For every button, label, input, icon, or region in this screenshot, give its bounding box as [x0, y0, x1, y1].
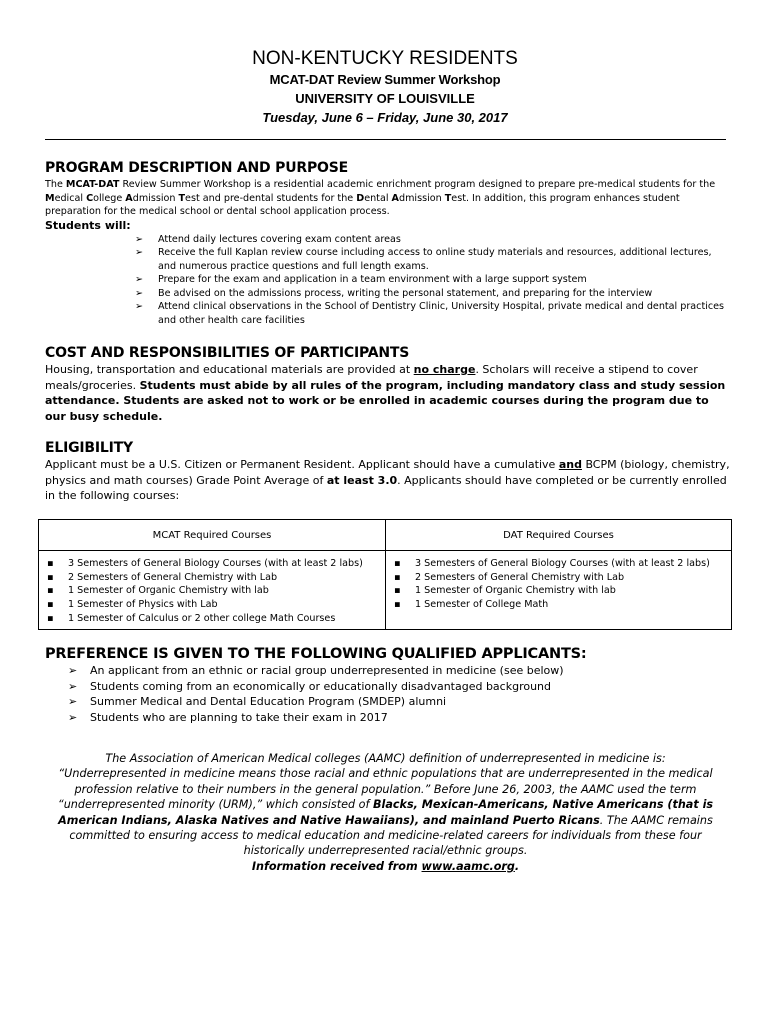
- program-bullet-list: [135, 233, 725, 328]
- list-item: ➢ Receive the full Kaplan review course including access to online study materials and resources, additional lectures, and numerous practice questions and full length exams.: [135, 247, 712, 272]
- list-item: ▪ 1 Semester of Organic Chemistry with lab: [47, 585, 269, 597]
- list-item: ▪ 1 Semester of Physics with Lab: [47, 599, 218, 611]
- aamc-definition: [45, 751, 726, 874]
- list-item: ➢ Students who are planning to take their exam in 2017: [68, 710, 388, 724]
- list-item: ➢ Be advised on the admissions process, writing the personal statement, and preparing for the interview: [135, 287, 653, 299]
- mcat-courses-cell: [39, 551, 386, 630]
- square-bullet-icon: ▪: [394, 585, 401, 597]
- square-bullet-icon: ▪: [394, 599, 401, 611]
- aamc-source: Information received from www.aamc.org.: [251, 859, 520, 873]
- arrow-bullet-icon: ➢: [68, 710, 78, 724]
- dat-column-header: DAT Required Courses: [386, 520, 732, 551]
- list-item: ▪ 1 Semester of College Math: [394, 599, 549, 611]
- square-bullet-icon: ▪: [394, 558, 401, 569]
- square-bullet-icon: ▪: [47, 558, 54, 569]
- list-item: ➢ Summer Medical and Dental Education Program (SMDEP) alumni: [68, 695, 447, 708]
- cost-heading: COST AND RESPONSIBILITIES OF PARTICIPANTS: [45, 345, 410, 361]
- arrow-bullet-icon: ➢: [68, 664, 78, 677]
- required-courses-table: [38, 519, 732, 630]
- list-item: ▪ 2 Semesters of General Chemistry with Lab: [47, 571, 278, 583]
- eligibility-section: [45, 440, 730, 504]
- preference-heading: PREFERENCE IS GIVEN TO THE FOLLOWING QUALIFIED APPLICANTS:: [45, 646, 587, 662]
- list-item: ➢ Attend daily lectures covering exam content areas: [135, 233, 401, 245]
- square-bullet-icon: ▪: [47, 571, 54, 583]
- aamc-quote: “Underrepresented in medicine means those racial and ethnic populations that are underrepresented in the medical profession relative to their numbers in the general population.” Before June 26, 2003, the AAMC used the term “underrepresented minority (URM),” which consisted of Blacks, Mexican-Americans, Native Americans (that is American Indians, Alaska Natives and Native Hawaiians), and mainland Puerto Ricans. The AAMC remains committed to ensuring access to medical education and medicine-related careers for individuals from these four historically underrepresented racial/ethnic groups.: [57, 767, 714, 858]
- dat-courses-cell: [386, 551, 732, 630]
- arrow-bullet-icon: ➢: [135, 287, 144, 299]
- list-item: ▪ 2 Semesters of General Chemistry with Lab: [394, 571, 625, 583]
- preference-section: [45, 646, 730, 725]
- square-bullet-icon: ▪: [47, 585, 54, 597]
- workshop-dates: Tuesday, June 6 – Friday, June 30, 2017: [262, 110, 508, 125]
- aamc-intro: The Association of American Medical colleges (AAMC) definition of underrepresented in medicine is:: [105, 752, 666, 765]
- list-item: ➢ Prepare for the exam and application in a team environment with a large support system: [135, 274, 587, 285]
- list-item: ➢ An applicant from an ethnic or racial group underrepresented in medicine (see below): [68, 664, 564, 677]
- arrow-bullet-icon: ➢: [135, 247, 144, 258]
- eligibility-text: Applicant must be a U.S. Citizen or Permanent Resident. Applicant should have a cumulative and BCPM (biology, chemistry, physics and math courses) Grade Point Average of at least 3.0. Applicants should have completed or be currently enrolled in the following courses:: [45, 458, 730, 502]
- arrow-bullet-icon: ➢: [135, 233, 144, 245]
- arrow-bullet-icon: ➢: [68, 679, 78, 693]
- list-item: ▪ 3 Semesters of General Biology Courses (with at least 2 labs): [394, 558, 710, 569]
- list-item: ▪ 3 Semesters of General Biology Courses (with at least 2 labs): [47, 558, 363, 569]
- cost-text: Housing, transportation and educational materials are provided at no charge. Scholars will receive a stipend to cover meals/groceries. Students must abide by all rules of the program, including mandatory class and study session attendance. Students are asked not to work or be enrolled in academic courses during the program due to our busy schedule.: [45, 363, 726, 423]
- workshop-name: MCAT-DAT Review Summer Workshop: [269, 72, 501, 87]
- students-will-label: Students will:: [45, 218, 131, 232]
- mcat-column-header: MCAT Required Courses: [39, 520, 386, 551]
- arrow-bullet-icon: ➢: [68, 695, 78, 708]
- program-heading: PROGRAM DESCRIPTION AND PURPOSE: [45, 160, 348, 176]
- list-item: ▪ 1 Semester of Organic Chemistry with lab: [394, 585, 616, 597]
- square-bullet-icon: ▪: [47, 612, 54, 624]
- program-description: The MCAT-DAT Review Summer Workshop is a residential academic enrichment program designed to prepare pre-medical students for the Medical College Admission Test and pre-dental students for the Dental Admission Test. In addition, this program enhances student preparation for the medical school or dental school application process.: [45, 179, 716, 217]
- dat-course-list: [386, 557, 731, 612]
- preference-list: [68, 663, 730, 725]
- list-item: ➢ Attend clinical observations in the School of Dentistry Clinic, University Hospital, private medical and dental practices and other health care facilities: [135, 301, 725, 326]
- aamc-link[interactable]: www.aamc.org: [421, 859, 515, 873]
- cost-section: [45, 345, 730, 424]
- institution-name: UNIVERSITY OF LOUISVILLE: [295, 91, 475, 106]
- list-item: ▪ 1 Semester of Calculus or 2 other college Math Courses: [47, 612, 336, 624]
- program-section: [45, 160, 730, 327]
- square-bullet-icon: ▪: [394, 571, 401, 583]
- arrow-bullet-icon: ➢: [135, 274, 144, 285]
- eligibility-heading: ELIGIBILITY: [45, 440, 133, 456]
- document-title: NON-KENTUCKY RESIDENTS: [252, 48, 518, 69]
- square-bullet-icon: ▪: [47, 599, 54, 611]
- header-divider: [45, 139, 726, 140]
- mcat-course-list: [39, 557, 385, 626]
- list-item: ➢ Students coming from an economically or educationally disadvantaged background: [68, 679, 552, 693]
- arrow-bullet-icon: ➢: [135, 301, 144, 312]
